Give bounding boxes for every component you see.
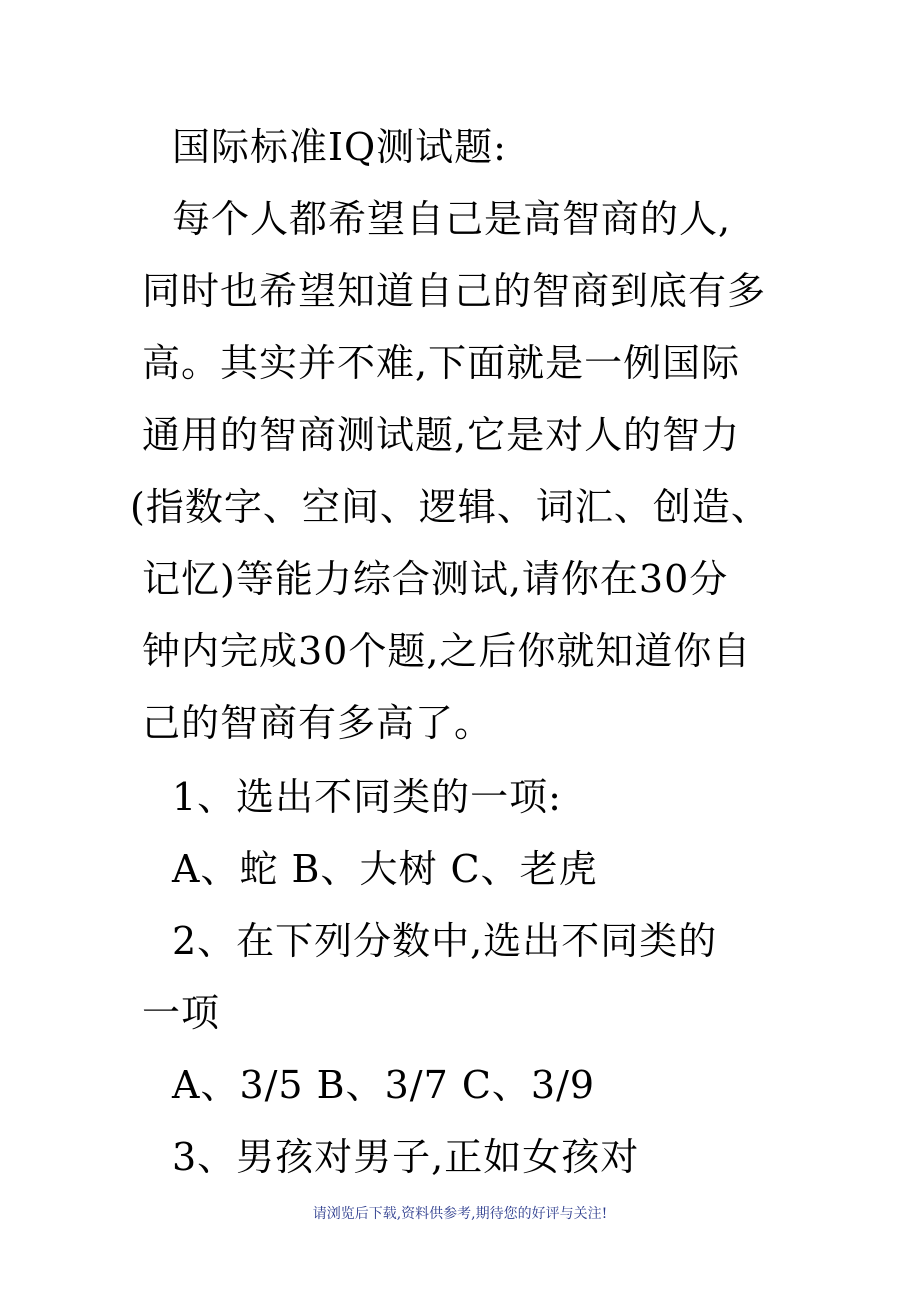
intro-line-5: (指数字、空间、逻辑、词汇、创造、 [130, 485, 770, 529]
intro-line-7: 钟内完成30个题,之后你就知道你自 [142, 629, 752, 673]
intro-line-8: 己的智商有多高了。 [142, 701, 494, 745]
question-2-options: A、3/5 B、3/7 C、3/9 [172, 1063, 596, 1107]
question-3: 3、男孩对男子,正如女孩对 [172, 1135, 640, 1179]
question-1: 1、选出不同类的一项: [172, 775, 562, 819]
question-1-options: A、蛇 B、大树 C、老虎 [172, 847, 598, 891]
intro-line-4: 通用的智商测试题,它是对人的智力 [142, 413, 741, 457]
question-2-line-1: 2、在下列分数中,选出不同类的 [172, 919, 718, 963]
question-2-line-2: 一项 [142, 991, 221, 1035]
document-title: 国际标准IQ测试题: [172, 125, 507, 169]
intro-line-1: 每个人都希望自己是高智商的人, [172, 197, 732, 241]
intro-line-6: 记忆)等能力综合测试,请你在30分 [142, 557, 729, 601]
intro-line-2: 同时也希望知道自己的智商到底有多 [142, 269, 767, 313]
page-footer: 请浏览后下载,资料供参考,期待您的好评与关注! [312, 1206, 608, 1222]
intro-line-3: 高。其实并不难,下面就是一例国际 [142, 341, 741, 385]
